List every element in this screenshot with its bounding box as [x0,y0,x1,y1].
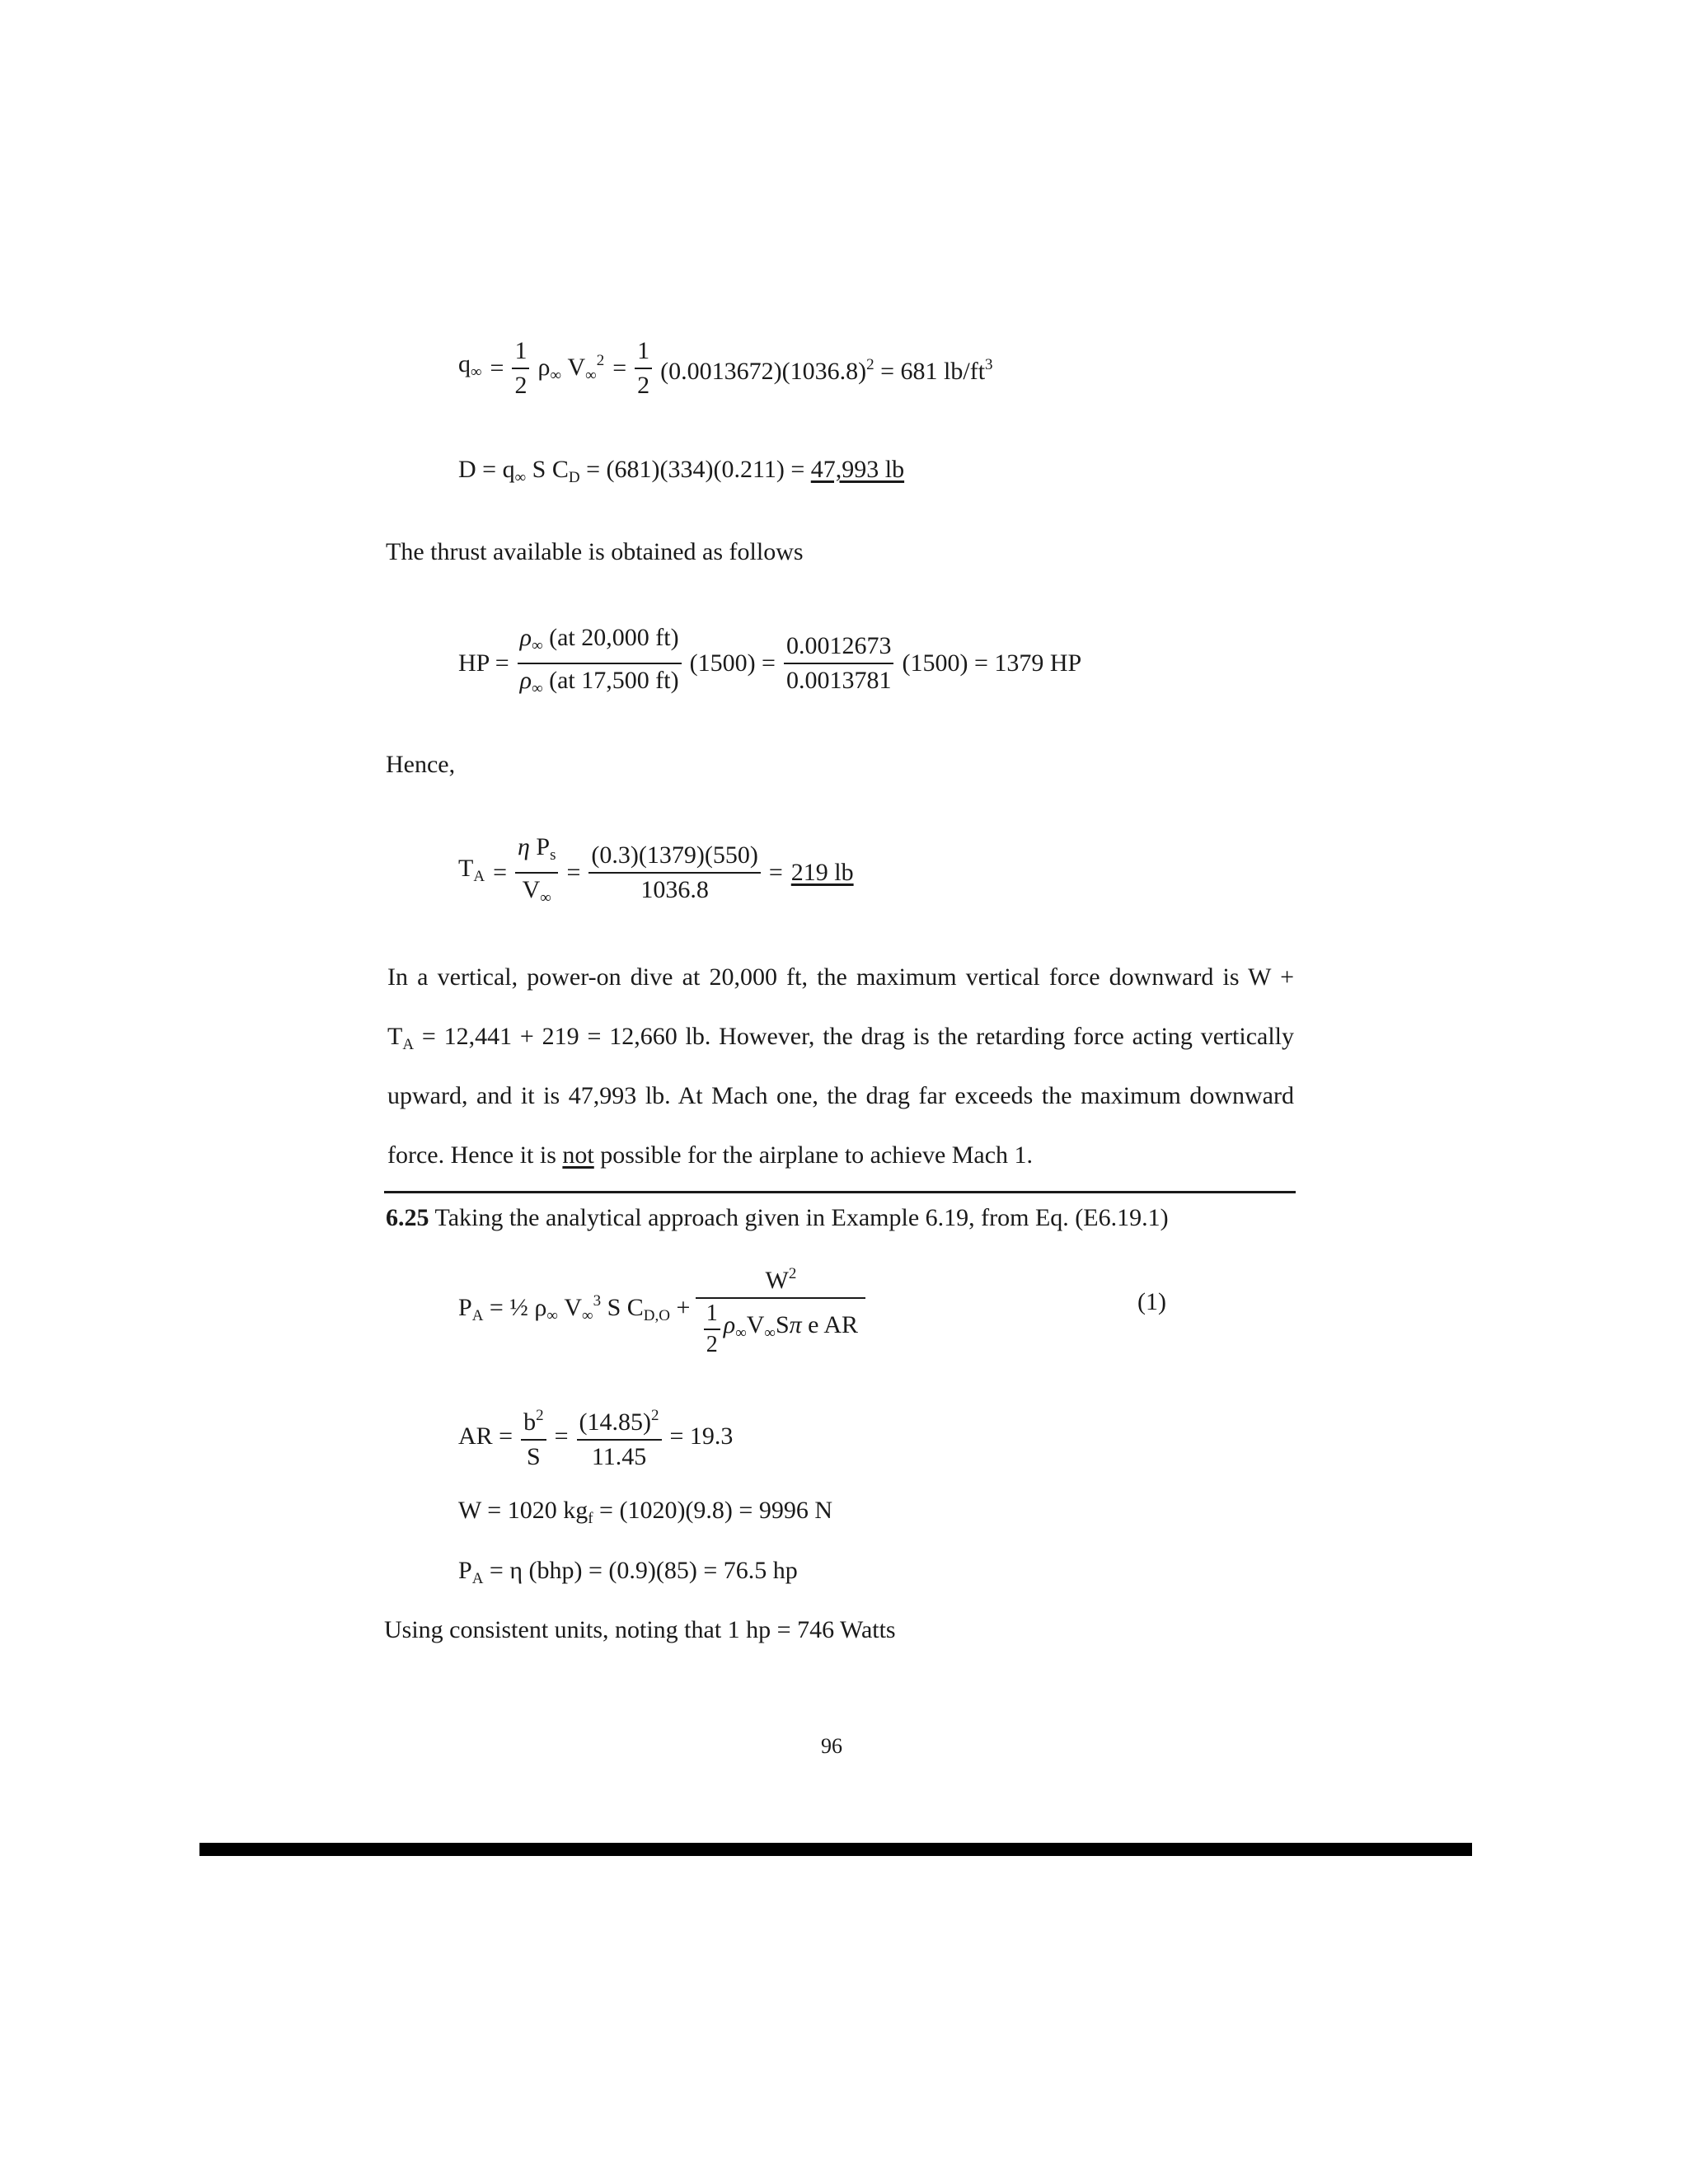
equals-sign: = [612,354,627,382]
induced-drag-fraction: $W^2$ $\frac{1}{2}$ $\rho_\infty V_\infty S\pi$ e AR [698,1259,863,1358]
drag-result: 47,993 lb [810,456,905,483]
dive-analysis-paragraph [387,948,1294,1185]
numeric-density-fraction: $\frac{0.0012673}{0.0013781}$ [784,631,894,696]
dynamic-pressure-expression: $(0.0013672)(1036.8)^2 = 681$ $lb/ft^3$ [660,356,993,385]
equals-sign: = [490,354,504,382]
fraction-one-half: $\frac{1}{2}$ [635,336,652,401]
rho-v-squared: $\rho_\infty$ $V_\infty^2$ [537,352,605,384]
span-squared-over-area: $\frac{b^2}{S}$ [521,1401,546,1472]
equation-dynamic-pressure [458,336,993,401]
numeric-thrust-fraction: $\frac{(0.3)(1379)(550)}{1036.8}$ [588,841,760,905]
section-divider [384,1191,1296,1193]
problem-number: 6.25 [386,1204,429,1231]
equation-power-available-value: $P_A = \eta$ (bhp) = (0.9)(85) = 76.5 hp [458,1557,798,1587]
paragraph-line: $T_A = 12,441 + 219 = 12,660$ lb. However, the drag is the retarding force acting vertically [387,1023,1294,1053]
equation-number: (1) [1137,1288,1166,1315]
page-bottom-bar [199,1843,1472,1856]
text-thrust-intro: The thrust available is obtained as follows [386,538,804,565]
paragraph-line: upward, and it is 47,993 lb. At Mach one, the drag far exceeds the maximum downward [387,1082,1294,1109]
power-over-velocity-fraction: $\frac{\eta P_s}{V_\infty}$ [515,832,558,913]
equation-thrust-available: $T_A$ = $\frac{\eta P_s}{V_\infty}$ = $\frac{(0.3)(1379)(550)}{1036.8}$ = 219 lb [458,832,854,913]
text-consistent-units: Using consistent units, noting that 1 hp = 746 Watts [384,1616,896,1643]
thrust-result: 219 lb [790,859,854,886]
q-symbol: $q_\infty$ [458,350,482,381]
equation-power-available: $P_A$ = ½ $\rho_\infty$ $V_\infty^3$ S $C_{D,O}$ + $W^2$ $\frac{1}{2}$ $\rho_\infty V_\infty S\pi$ e AR [458,1259,863,1358]
problem-heading: 6.25 Taking the analytical approach given in Example 6.19, from Eq. (E6.19.1) [386,1204,1169,1231]
numeric-aspect-ratio-fraction: $\frac{(14.85)^2}{11.45}$ [577,1401,662,1472]
equation-horsepower: HP = $\frac{\rho_\infty (at 20,000 ft)}{\rho_\infty (at 17,500 ft)}$ (1500) = $\frac{0.0012673}{0.0013781}$ (1500) = 1379 HP [458,623,1081,704]
page-number: 96 [821,1734,842,1758]
paragraph-line: force. Hence it is not possible for the airplane to achieve Mach 1. [387,1141,1034,1169]
equation-weight: W = 1020 $kg_f = (1020)(9.8) = 9996$ N [458,1497,832,1527]
text-hence: Hence, [386,751,456,778]
density-ratio-fraction: $\frac{\rho_\infty (at 20,000 ft)}{\rho_\infty (at 17,500 ft)}$ [518,623,682,704]
fraction-one-half: $\frac{1}{2}$ [512,336,529,401]
paragraph-line: In a vertical, power-on dive at 20,000 ft, the maximum vertical force downward is W + [387,963,1294,991]
equation-drag: $D = q_\infty$ S $C_D = (681)(334)(0.211) = 47,993$ lb [458,456,905,486]
equation-aspect-ratio: AR = $\frac{b^2}{S}$ = $\frac{(14.85)^2}{11.45}$ = 19.3 [458,1401,733,1472]
ta-symbol: $T_A$ [458,855,485,885]
